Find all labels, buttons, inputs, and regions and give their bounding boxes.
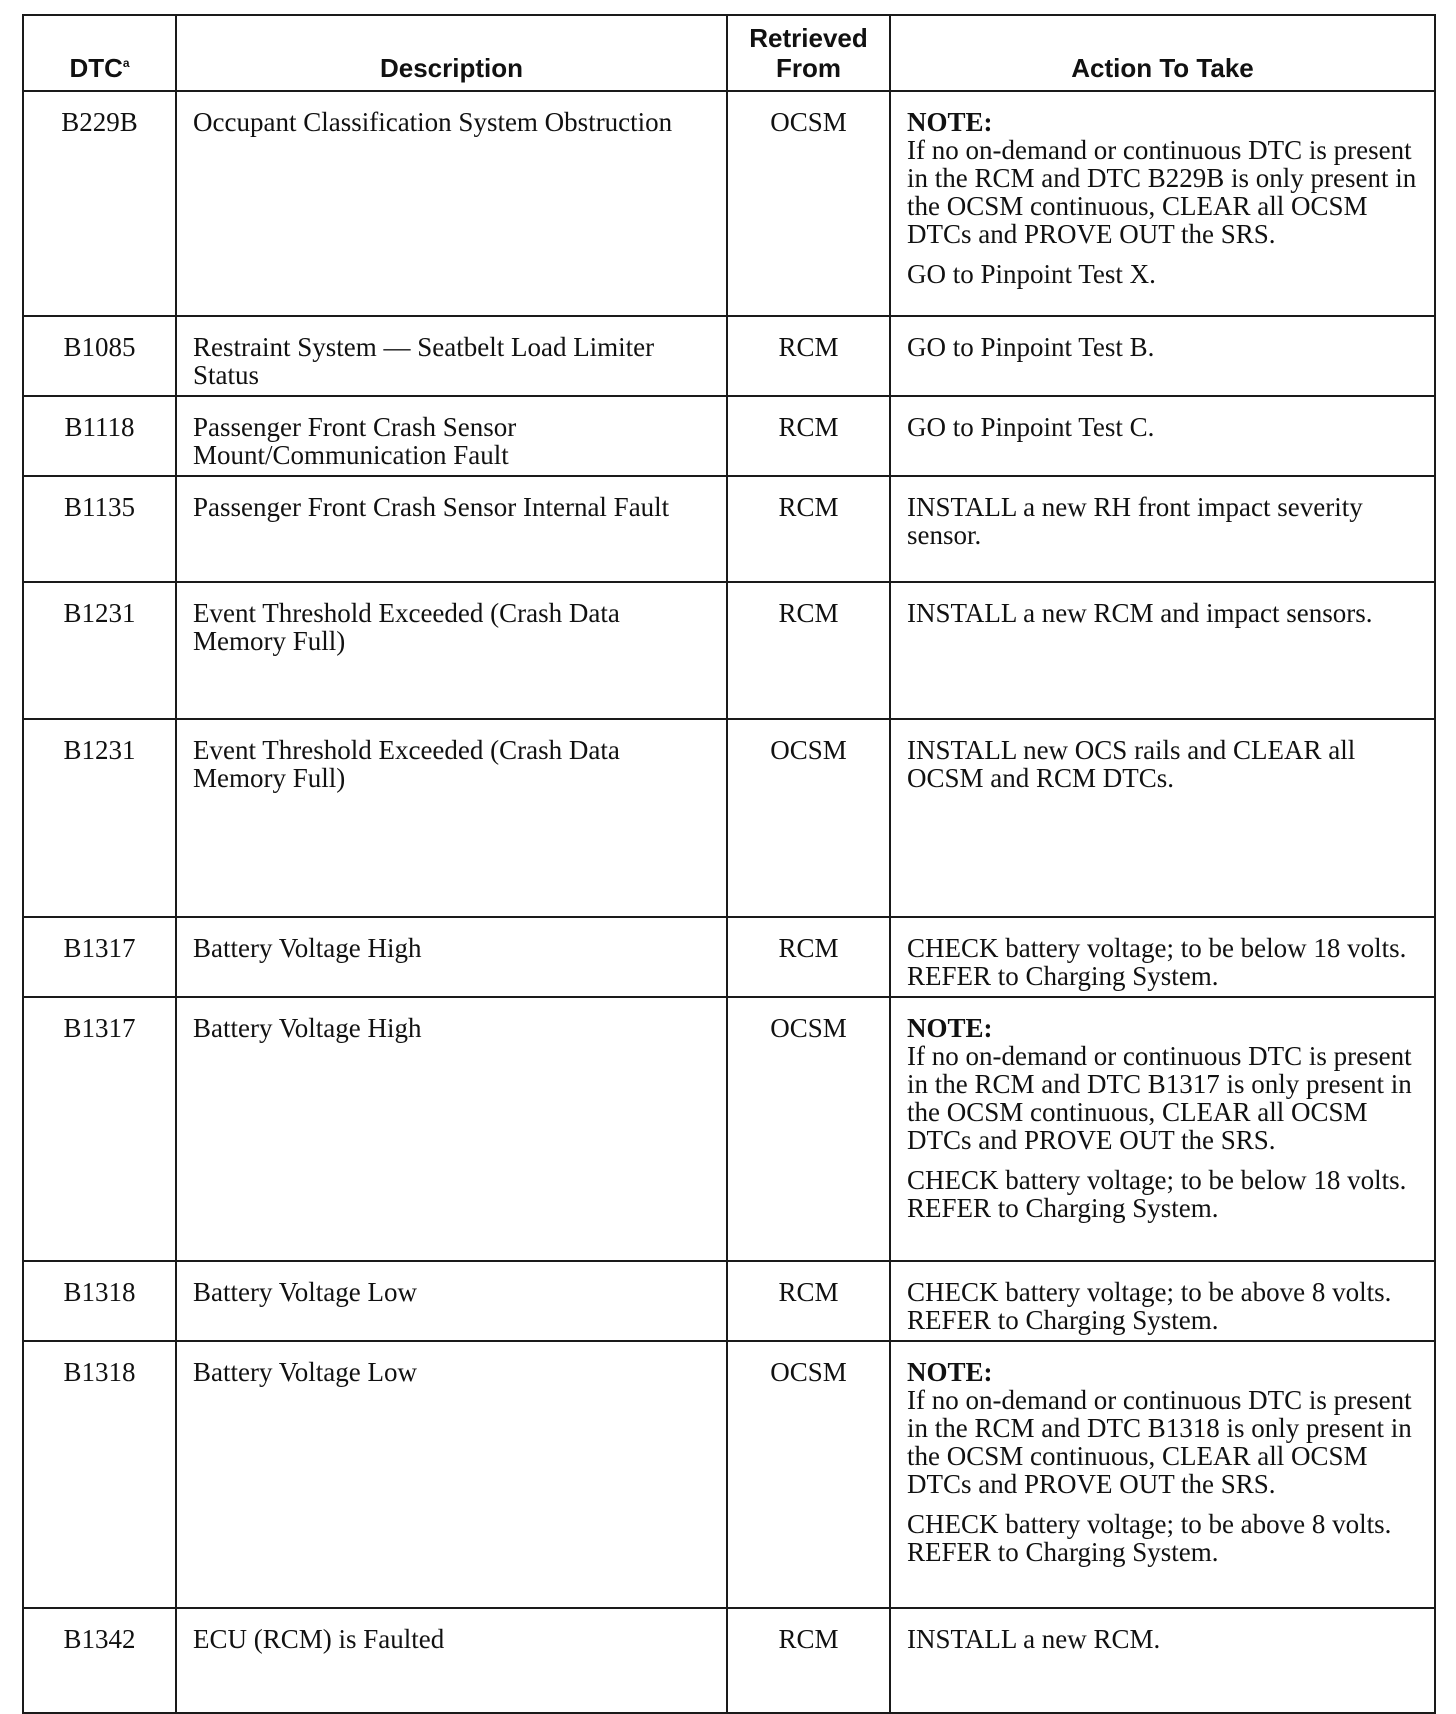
- dtc-code: B1118: [23, 396, 176, 476]
- dtc-description: Event Threshold Exceeded (Crash Data Memory Full): [176, 719, 727, 917]
- note-label: NOTE:: [907, 1013, 993, 1043]
- header-description: Description: [176, 15, 727, 91]
- action-to-take: [890, 997, 1435, 1261]
- table-row: [23, 91, 1435, 316]
- dtc-description: ECU (RCM) is Faulted: [176, 1608, 727, 1713]
- dtc-description: Battery Voltage Low: [176, 1341, 727, 1608]
- dtc-code: B1317: [23, 917, 176, 997]
- dtc-code: B1135: [23, 476, 176, 582]
- dtc-description: Passenger Front Crash Sensor Internal Fault: [176, 476, 727, 582]
- table-row: [23, 997, 1435, 1261]
- retrieved-from: RCM: [727, 476, 890, 582]
- header-action: Action To Take: [890, 15, 1435, 91]
- retrieved-from: OCSM: [727, 997, 890, 1261]
- dtc-table: [22, 14, 1436, 1714]
- retrieved-from: RCM: [727, 1608, 890, 1713]
- header-dtc-footnote: a: [122, 56, 130, 70]
- retrieved-from: RCM: [727, 917, 890, 997]
- retrieved-from: RCM: [727, 1261, 890, 1341]
- dtc-code: B1318: [23, 1261, 176, 1341]
- action-to-take: GO to Pinpoint Test B.: [890, 316, 1435, 396]
- retrieved-from: RCM: [727, 396, 890, 476]
- note-label: NOTE:: [907, 107, 993, 137]
- dtc-code: B229B: [23, 91, 176, 316]
- action-to-take: INSTALL a new RCM and impact sensors.: [890, 582, 1435, 719]
- table-row: [23, 1608, 1435, 1713]
- header-retrieved-line1: Retrieved: [749, 23, 868, 53]
- header-retrieved-line2: From: [776, 53, 841, 83]
- dtc-code: B1231: [23, 582, 176, 719]
- dtc-code: B1342: [23, 1608, 176, 1713]
- action-to-take: [890, 91, 1435, 316]
- action-text: CHECK battery voltage; to be below 18 volts. REFER to Charging System.: [907, 1165, 1407, 1223]
- dtc-description: Passenger Front Crash Sensor Mount/Communication Fault: [176, 396, 727, 476]
- dtc-code: B1318: [23, 1341, 176, 1608]
- note-text: If no on-demand or continuous DTC is present in the RCM and DTC B1318 is only present in the OCSM continuous, CLEAR all OCSM DTCs and PROVE OUT the SRS.: [907, 1385, 1412, 1499]
- header-dtc-label: DTC: [69, 53, 123, 83]
- action-text: GO to Pinpoint Test X.: [907, 259, 1156, 289]
- dtc-description: Restraint System — Seatbelt Load Limiter Status: [176, 316, 727, 396]
- retrieved-from: RCM: [727, 316, 890, 396]
- retrieved-from: OCSM: [727, 91, 890, 316]
- action-to-take: INSTALL a new RH front impact severity sensor.: [890, 476, 1435, 582]
- dtc-code: B1317: [23, 997, 176, 1261]
- table-row: [23, 917, 1435, 997]
- retrieved-from: OCSM: [727, 1341, 890, 1608]
- table-row: [23, 1261, 1435, 1341]
- dtc-description: Event Threshold Exceeded (Crash Data Memory Full): [176, 582, 727, 719]
- header-retrieved-from: [727, 15, 890, 91]
- action-text: CHECK battery voltage; to be above 8 volts. REFER to Charging System.: [907, 1509, 1392, 1567]
- table-row: [23, 476, 1435, 582]
- note-text: If no on-demand or continuous DTC is present in the RCM and DTC B229B is only present in the OCSM continuous, CLEAR all OCSM DTCs and PROVE OUT the SRS.: [907, 135, 1417, 249]
- action-to-take: INSTALL a new RCM.: [890, 1608, 1435, 1713]
- header-row: [23, 15, 1435, 91]
- table-row: [23, 582, 1435, 719]
- action-to-take: CHECK battery voltage; to be above 8 volts. REFER to Charging System.: [890, 1261, 1435, 1341]
- dtc-description: Battery Voltage High: [176, 917, 727, 997]
- table-row: [23, 719, 1435, 917]
- retrieved-from: RCM: [727, 582, 890, 719]
- table-row: [23, 396, 1435, 476]
- table-row: [23, 1341, 1435, 1608]
- dtc-description: Battery Voltage High: [176, 997, 727, 1261]
- table-row: [23, 316, 1435, 396]
- dtc-code: B1085: [23, 316, 176, 396]
- header-dtc: [23, 15, 176, 91]
- dtc-description: Occupant Classification System Obstruction: [176, 91, 727, 316]
- dtc-description: Battery Voltage Low: [176, 1261, 727, 1341]
- note-text: If no on-demand or continuous DTC is present in the RCM and DTC B1317 is only present in the OCSM continuous, CLEAR all OCSM DTCs and PROVE OUT the SRS.: [907, 1041, 1412, 1155]
- action-to-take: GO to Pinpoint Test C.: [890, 396, 1435, 476]
- note-label: NOTE:: [907, 1357, 993, 1387]
- retrieved-from: OCSM: [727, 719, 890, 917]
- action-to-take: INSTALL new OCS rails and CLEAR all OCSM and RCM DTCs.: [890, 719, 1435, 917]
- dtc-code: B1231: [23, 719, 176, 917]
- action-to-take: [890, 1341, 1435, 1608]
- action-to-take: CHECK battery voltage; to be below 18 volts. REFER to Charging System.: [890, 917, 1435, 997]
